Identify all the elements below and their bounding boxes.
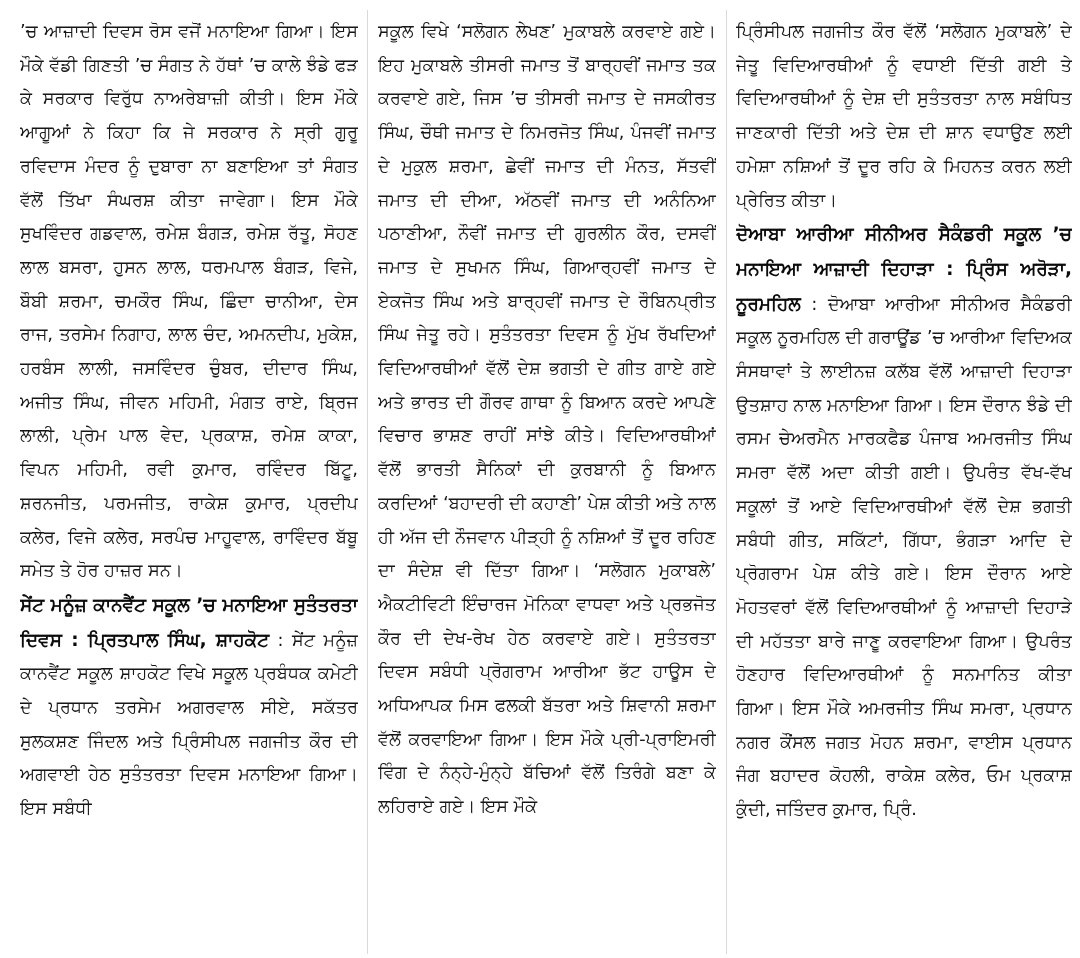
article-paragraph: ’ਚ ਆਜ਼ਾਦੀ ਦਿਵਸ ਰੋਸ ਵਜੋਂ ਮਨਾਇਆ ਗਿਆ। ਇਸ ਮੌਕੇ ਵੱਡੀ ਗਿਣਤੀ ’ਚ ਸੰਗਤ ਨੇ ਹੱਥਾਂ ’ਚ ਕਾਲੇ ਝੰਡੇ ਫੜ ਕੇ ਸਰਕਾਰ ਵਿਰੁੱਧ ਨਾਅਰੇਬਾਜ਼ੀ ਕੀਤੀ। ਇਸ ਮੌਕੇ ਆਗੂਆਂ ਨੇ ਕਿਹਾ ਕਿ ਜੇ ਸਰਕਾਰ ਨੇ ਸ੍ਰੀ ਗੁਰੂ ਰਵਿਦਾਸ ਮੰਦਰ ਨੂੰ ਦੁਬਾਰਾ ਨਾ ਬਣਾਇਆ ਤਾਂ ਸੰਗਤ ਵੱਲੋਂ ਤਿੱਖਾ ਸੰਘਰਸ਼ ਕੀਤਾ ਜਾਵੇਗਾ। ਇਸ ਮੌਕੇ ਸੁਖਵਿੰਦਰ ਗਡਵਾਲ, ਰਮੇਸ਼ ਬੰਗੜ, ਰਮੇਸ਼ ਰੱਤੂ, ਸੋਹਣ ਲਾਲ ਬਸਰਾ, ਹੁਸਨ ਲਾਲ, ਧਰਮਪਾਲ ਬੰਗੜ, ਵਿਜੇ, ਬੌਬੀ ਸ਼ਰਮਾ, ਚਮਕੌਰ ਸਿੰਘ, ਛਿੰਦਾ ਚਾਨੀਆ, ਦੇਸ ਰਾਜ, ਤਰਸੇਮ ਨਿਗਾਹ, ਲਾਲ ਚੰਦ, ਅਮਨਦੀਪ, ਮੁਕੇਸ਼, ਹਰਬੰਸ ਲਾਲੀ, ਜਸਵਿੰਦਰ ਚੁੰਬਰ, ਦੀਦਾਰ ਸਿੰਘ, ਅਜੀਤ ਸਿੰਘ, ਜੀਵਨ ਮਹਿਮੀ, ਮੰਗਤ ਰਾਏ, ਬ੍ਰਿਜ ਲਾਲੀ, ਪ੍ਰੇਮ ਪਾਲ ਵੇਦ, ਪ੍ਰਕਾਸ਼, ਰਮੇਸ਼ ਕਾਕਾ, ਵਿਪਨ ਮਹਿਮੀ, ਰਵੀ ਕੁਮਾਰ, ਰਵਿੰਦਰ ਬਿੱਟੂ, ਸ਼ਰਨਜੀਤ, ਪਰਮਜੀਤ, ਰਾਕੇਸ਼ ਕੁਮਾਰ, ਪ੍ਰਦੀਪ ਕਲੇਰ, ਵਿਜੇ ਕਲੇਰ, ਸਰਪੰਚ ਮਾਹੂਵਾਲ, ਰਾਵਿੰਦਰ ਬੱਬੂ ਸਮੇਤ ਤੇ ਹੋਰ ਹਾਜ਼ਰ ਸਨ। — [20, 22, 358, 582]
article-body-text — [378, 16, 716, 825]
article-body-text — [736, 16, 1072, 218]
column-divider — [726, 10, 727, 954]
article-paragraph: : ਦੋਆਬਾ ਆਰੀਆ ਸੀਨੀਅਰ ਸੈਕੰਡਰੀ ਸਕੂਲ ਨੂਰਮਹਿਲ ਦੀ ਗਰਾਊਂਡ ’ਚ ਆਰੀਆ ਵਿਦਿਅਕ ਸੰਸਥਾਵਾਂ ਤੇ ਲਾਈਨਜ਼ ਕਲੱਬ ਵੱਲੋਂ ਆਜ਼ਾਦੀ ਦਿਹਾੜਾ ਉਤਸ਼ਾਹ ਨਾਲ ਮਨਾਇਆ ਗਿਆ। ਇਸ ਦੌਰਾਨ ਝੰਡੇ ਦੀ ਰਸਮ ਚੇਅਰਮੈਨ ਮਾਰਕਫੈਡ ਪੰਜਾਬ ਅਮਰਜੀਤ ਸਿੰਘ ਸਮਰਾ ਵੱਲੋਂ ਅਦਾ ਕੀਤੀ ਗਈ। ਉਪਰੰਤ ਵੱਖ-ਵੱਖ ਸਕੂਲਾਂ ਤੋਂ ਆਏ ਵਿਦਿਆਰਥੀਆਂ ਵੱਲੋਂ ਦੇਸ਼ ਭਗਤੀ ਸਬੰਧੀ ਗੀਤ, ਸਕਿੱਟਾਂ, ਗਿੱਧਾ, ਭੰਗੜਾ ਆਦਿ ਦੇ ਪ੍ਰੋਗਰਾਮ ਪੇਸ਼ ਕੀਤੇ ਗਏ। ਇਸ ਦੌਰਾਨ ਆਏ ਮੋਹਤਵਰਾਂ ਵੱਲੋਂ ਵਿਦਿਆਰਥੀਆਂ ਨੂੰ ਆਜ਼ਾਦੀ ਦਿਹਾੜੇ ਦੀ ਮਹੱਤਤਾ ਬਾਰੇ ਜਾਣੂ ਕਰਵਾਇਆ ਗਿਆ। ਉਪਰੰਤ ਹੋਣਹਾਰ ਵਿਦਿਆਰਥੀਆਂ ਨੂੰ ਸਨਮਾਨਿਤ ਕੀਤਾ ਗਿਆ। ਇਸ ਮੌਕੇ ਅਮਰਜੀਤ ਸਿੰਘ ਸਮਰਾ, ਪ੍ਰਧਾਨ ਨਗਰ ਕੌਂਸਲ ਜਗਤ ਮੋਹਨ ਸ਼ਰਮਾ, ਵਾਈਸ ਪ੍ਰਧਾਨ ਜੰਗ ਬਹਾਦਰ ਕੋਹਲੀ, ਰਾਕੇਸ਼ ਕਲੇਰ, ਓਮ ਪ੍ਰਕਾਸ਼ ਕੁੰਦੀ, ਜਤਿੰਦਰ ਕੁਮਾਰ, ਪ੍ਰਿੰ. — [736, 294, 1072, 821]
article-headline: ਦੋਆਬਾ ਆਰੀਆ ਸੀਨੀਅਰ ਸੈਕੰਡਰੀ ਸਕੂਲ ’ਚ ਮਨਾਇਆ ਆਜ਼ਾਦੀ ਦਿਹਾੜਾ : ਪ੍ਰਿੰਸ ਅਰੋੜਾ, ਨੂਰਮਹਿਲ — [736, 224, 1072, 315]
article-headline: ਸੇਂਟ ਮਨੂੰਜ਼ ਕਾਨਵੈਂਟ ਸਕੂਲ ’ਚ ਮਨਾਇਆ ਸੁਤੰਤਰਤਾ ਦਿਵਸ : ਪ੍ਰਿਤਪਾਲ ਸਿੰਘ, ਸ਼ਾਹਕੋਟ — [20, 594, 358, 651]
article-paragraph: ਪ੍ਰਿੰਸੀਪਲ ਜਗਜੀਤ ਕੌਰ ਵੱਲੋਂ ‘ਸਲੋਗਨ ਮੁਕਾਬਲੇ’ ਦੇ ਜੇਤੂ ਵਿਦਿਆਰਥੀਆਂ ਨੂੰ ਵਧਾਈ ਦਿੱਤੀ ਗਈ ਤੇ ਵਿਦਿਆਰਥੀਆਂ ਨੂੰ ਦੇਸ਼ ਦੀ ਸੁਤੰਤਰਤਾ ਨਾਲ ਸਬੰਧਿਤ ਜਾਣਕਾਰੀ ਦਿੱਤੀ ਅਤੇ ਦੇਸ਼ ਦੀ ਸ਼ਾਨ ਵਧਾਉਣ ਲਈ ਹਮੇਸ਼ਾ ਨਸ਼ਿਆਂ ਤੋਂ ਦੂਰ ਰਹਿ ਕੇ ਮਿਹਨਤ ਕਰਨ ਲਈ ਪ੍ਰੇਰਿਤ ਕੀਤਾ। — [736, 22, 1072, 211]
article-body-text — [20, 16, 358, 589]
news-column-1 — [20, 16, 358, 951]
news-column-2 — [378, 16, 716, 951]
article-with-headline — [736, 218, 1072, 828]
news-column-3 — [736, 16, 1072, 951]
column-divider — [367, 10, 368, 954]
article-paragraph: : ਸੇਂਟ ਮਨੂੰਜ਼ ਕਾਨਵੈਂਟ ਸਕੂਲ ਸ਼ਾਹਕੋਟ ਵਿਖੇ ਸਕੂਲ ਪ੍ਰਬੰਧਕ ਕਮੇਟੀ ਦੇ ਪ੍ਰਧਾਨ ਤਰਸੇਮ ਅਗਰਵਾਲ ਸੀਏ, ਸਕੱਤਰ ਸੁਲਕਸ਼ਣ ਜਿੰਦਲ ਅਤੇ ਪ੍ਰਿੰਸੀਪਲ ਜਗਜੀਤ ਕੌਰ ਦੀ ਅਗਵਾਈ ਹੇਠ ਸੁਤੰਤਰਤਾ ਦਿਵਸ ਮਨਾਇਆ ਗਿਆ। ਇਸ ਸਬੰਧੀ — [20, 630, 358, 820]
article-paragraph: ਸਕੂਲ ਵਿਖੇ ‘ਸਲੋਗਨ ਲੇਖਣ’ ਮੁਕਾਬਲੇ ਕਰਵਾਏ ਗਏ। ਇਹ ਮੁਕਾਬਲੇ ਤੀਸਰੀ ਜਮਾਤ ਤੋਂ ਬਾਰ੍ਹਵੀਂ ਜਮਾਤ ਤਕ ਕਰਵਾਏ ਗਏ, ਜਿਸ ’ਚ ਤੀਸਰੀ ਜਮਾਤ ਦੇ ਜਸਕੀਰਤ ਸਿੰਘ, ਚੌਥੀ ਜਮਾਤ ਦੇ ਨਿਮਰਜੋਤ ਸਿੰਘ, ਪੰਜਵੀਂ ਜਮਾਤ ਦੇ ਮੁਕੁਲ ਸ਼ਰਮਾ, ਛੇਵੀਂ ਜਮਾਤ ਦੀ ਮੰਨਤ, ਸੱਤਵੀਂ ਜਮਾਤ ਦੀ ਦੀਆ, ਅੱਠਵੀਂ ਜਮਾਤ ਦੀ ਅਨੰਨਿਆ ਪਠਾਣੀਆ, ਨੌਵੀਂ ਜਮਾਤ ਦੀ ਗੁਰਲੀਨ ਕੌਰ, ਦਸਵੀਂ ਜਮਾਤ ਦੇ ਸੁਖਮਨ ਸਿੰਘ, ਗਿਆਰ੍ਹਵੀਂ ਜਮਾਤ ਦੇ ਏਕਜੋਤ ਸਿੰਘ ਅਤੇ ਬਾਰ੍ਹਵੀਂ ਜਮਾਤ ਦੇ ਰੌਬਿਨਪ੍ਰੀਤ ਸਿੰਘ ਜੇਤੂ ਰਹੇ। ਸੁਤੰਤਰਤਾ ਦਿਵਸ ਨੂੰ ਮੁੱਖ ਰੱਖਦਿਆਂ ਵਿਦਿਆਰਥੀਆਂ ਵੱਲੋਂ ਦੇਸ਼ ਭਗਤੀ ਦੇ ਗੀਤ ਗਾਏ ਗਏ ਅਤੇ ਭਾਰਤ ਦੀ ਗੌਰਵ ਗਾਥਾ ਨੂੰ ਬਿਆਨ ਕਰਦੇ ਆਪਣੇ ਵਿਚਾਰ ਭਾਸ਼ਣ ਰਾਹੀਂ ਸਾਂਝੇ ਕੀਤੇ। ਵਿਦਿਆਰਥੀਆਂ ਵੱਲੋਂ ਭਾਰਤੀ ਸੈਨਿਕਾਂ ਦੀ ਕੁਰਬਾਨੀ ਨੂੰ ਬਿਆਨ ਕਰਦਿਆਂ ‘ਬਹਾਦਰੀ ਦੀ ਕਹਾਣੀ’ ਪੇਸ਼ ਕੀਤੀ ਅਤੇ ਨਾਲ ਹੀ ਅੱਜ ਦੀ ਨੌਜਵਾਨ ਪੀੜ੍ਹੀ ਨੂੰ ਨਸ਼ਿਆਂ ਤੋਂ ਦੂਰ ਰਹਿਣ ਦਾ ਸੰਦੇਸ਼ ਵੀ ਦਿੱਤਾ ਗਿਆ। ‘ਸਲੋਗਨ ਮੁਕਾਬਲੇ’ ਐਕਟੀਵਿਟੀ ਇੰਚਾਰਜ ਮੋਨਿਕਾ ਵਾਧਵਾ ਅਤੇ ਪ੍ਰਭਜੋਤ ਕੌਰ ਦੀ ਦੇਖ-ਰੇਖ ਹੇਠ ਕਰਵਾਏ ਗਏ। ਸੁਤੰਤਰਤਾ ਦਿਵਸ ਸਬੰਧੀ ਪ੍ਰੋਗਰਾਮ ਆਰੀਆ ਭੱਟ ਹਾਊਸ ਦੇ ਅਧਿਆਪਕ ਮਿਸ ਫਲਕੀ ਬੱਤਰਾ ਅਤੇ ਸ਼ਿਵਾਨੀ ਸ਼ਰਮਾ ਵੱਲੋਂ ਕਰਵਾਇਆ ਗਿਆ। ਇਸ ਮੌਕੇ ਪ੍ਰੀ-ਪ੍ਰਾਇਮਰੀ ਵਿੰਗ ਦੇ ਨੰਨ੍ਹੇ-ਮੁੰਨ੍ਹੇ ਬੱਚਿਆਂ ਵੱਲੋਂ ਤਿਰੰਗੇ ਬਣਾ ਕੇ ਲਹਿਰਾਏ ਗਏ। ਇਸ ਮੌਕੇ — [378, 22, 716, 818]
article-with-headline — [20, 589, 358, 827]
